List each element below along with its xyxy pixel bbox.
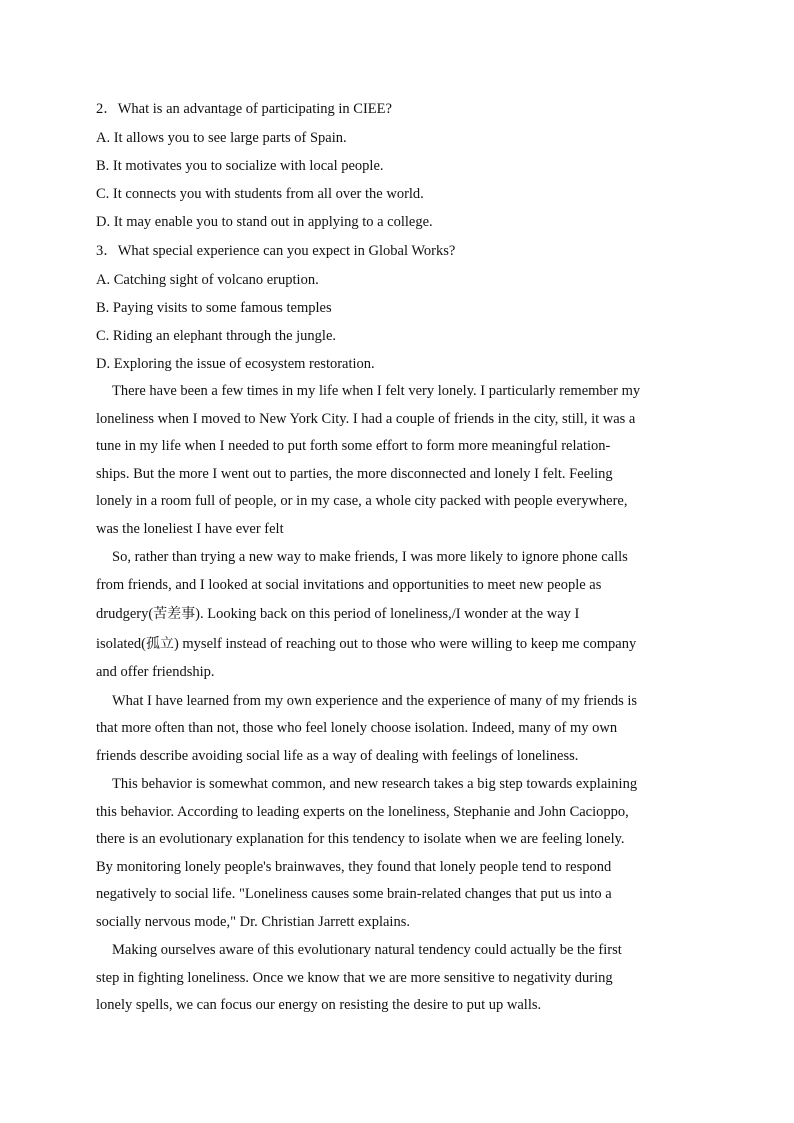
passage-paragraph-4 [96, 771, 700, 936]
gloss-prefix: isolated( [96, 636, 146, 652]
paragraph-line: This behavior is somewhat common, and new research takes a big step towards explaining [112, 776, 638, 792]
question-2-option-b: B. It motivates you to socialize with local people. [96, 158, 384, 174]
paragraph-line: ships. But the more I went out to parties, the more disconnected and lonely I felt. Feeling [96, 465, 613, 482]
paragraph-line [96, 629, 700, 659]
paragraph-line: Making ourselves aware of this evolutionary natural tendency could actually be the first [112, 942, 622, 958]
chinese-gloss-drudgery: 苦差事 [153, 606, 196, 622]
paragraph-line: friends describe avoiding social life as a way of dealing with feelings of loneliness. [96, 747, 579, 764]
paragraph-line: was the loneliest I have ever felt [96, 520, 284, 537]
question-3-option-b: B. Paying visits to some famous temples [96, 300, 332, 316]
question-3 [96, 236, 700, 378]
question-2-stem: 2．What is an advantage of participating in CIEE? [96, 101, 392, 117]
passage-paragraph-5 [96, 937, 700, 1020]
paragraph-line: By monitoring lonely people's brainwaves, they found that lonely people tend to respond [96, 858, 612, 875]
paragraph-line: that more often than not, those who feel lonely choose isolation. Indeed, many of my own [96, 720, 618, 736]
paragraph-line: There have been a few times in my life when I felt very lonely. I particularly remember my [112, 383, 641, 399]
chinese-gloss-isolated: 孤立 [145, 636, 174, 652]
question-3-option-d: D. Exploring the issue of ecosystem restoration. [96, 356, 375, 372]
paragraph-line: What I have learned from my own experience and the experience of many of my friends is [112, 692, 638, 709]
paragraph-line: socially nervous mode," Dr. Christian Jarrett explains. [96, 913, 410, 930]
passage-paragraph-1 [96, 378, 700, 543]
question-3-option-c: C. Riding an elephant through the jungle. [96, 328, 337, 344]
question-3-stem: 3．What special experience can you expect in Global Works? [96, 243, 456, 259]
gloss-suffix: ). Looking back on this period of loneliness,/I wonder at the way I [195, 606, 580, 622]
document-content [96, 94, 700, 1021]
paragraph-line: from friends, and I looked at social invitations and opportunities to meet new people as [96, 576, 602, 593]
passage-paragraph-2 [96, 544, 700, 687]
paragraph-line: loneliness when I moved to New York City. I had a couple of friends in the city, still, it was a [96, 410, 636, 427]
paragraph-line: and offer friendship. [96, 664, 215, 680]
paragraph-line: step in fighting loneliness. Once we know that we are more sensitive to negativity during [96, 969, 613, 986]
question-2 [96, 94, 700, 236]
paragraph-line: negatively to social life. "Loneliness causes some brain-related changes that put us into a [96, 886, 612, 902]
gloss-prefix: drudgery( [96, 606, 154, 622]
paragraph-line: tune in my life when I needed to put forth some effort to form more meaningful relation- [96, 438, 611, 454]
passage-paragraph-3 [96, 688, 700, 771]
question-3-option-a: A. Catching sight of volcano eruption. [96, 272, 319, 288]
paragraph-line: this behavior. According to leading experts on the loneliness, Stephanie and John Cacioppo, [96, 803, 629, 820]
paragraph-line: there is an evolutionary explanation for this tendency to isolate when we are feeling lonely. [96, 831, 625, 847]
question-2-option-a: A. It allows you to see large parts of Spain. [96, 130, 347, 146]
question-2-option-d: D. It may enable you to stand out in applying to a college. [96, 214, 433, 230]
gloss-suffix: ) myself instead of reaching out to those who were willing to keep me company [173, 636, 637, 652]
paragraph-line: lonely spells, we can focus our energy on resisting the desire to put up walls. [96, 997, 542, 1013]
paragraph-line [96, 599, 700, 629]
paragraph-line: So, rather than trying a new way to make friends, I was more likely to ignore phone calls [112, 549, 628, 565]
paragraph-line: lonely in a room full of people, or in my case, a whole city packed with people everywhere, [96, 493, 628, 509]
question-2-option-c: C. It connects you with students from all over the world. [96, 186, 424, 202]
